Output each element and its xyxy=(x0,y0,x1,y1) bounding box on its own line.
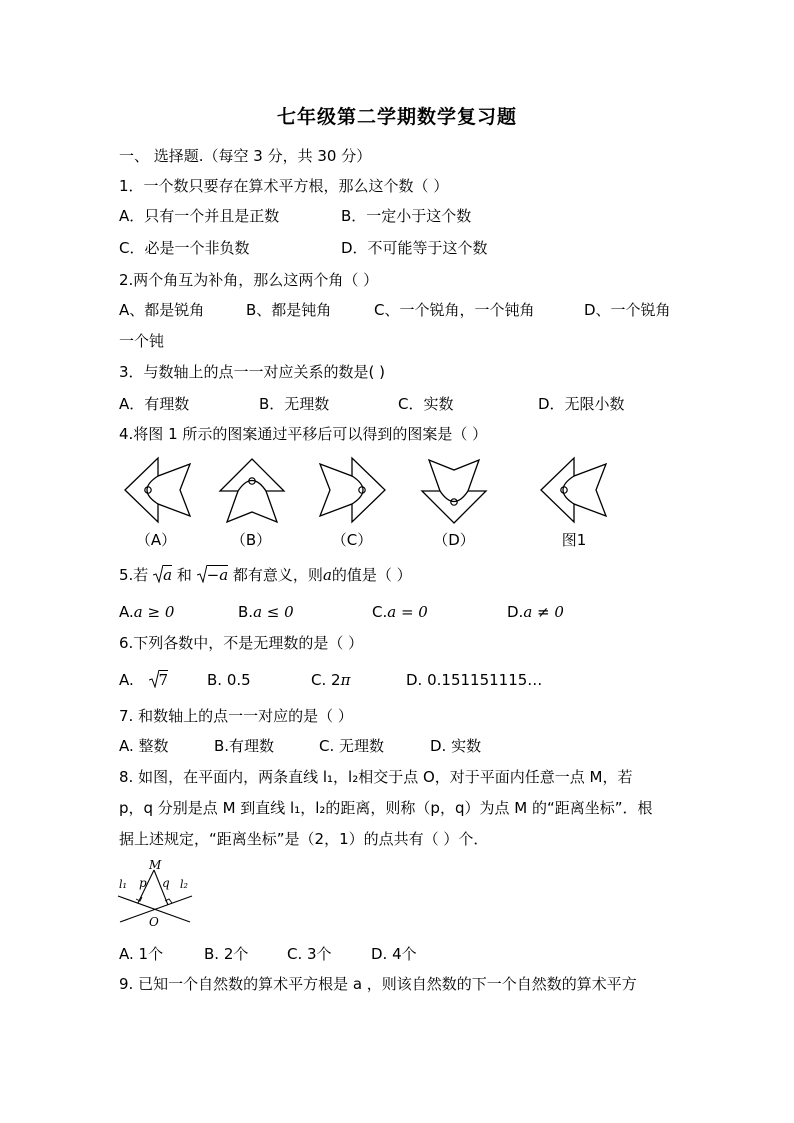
question-4-stem: 4.将图 1 所示的图案通过平移后可以得到的图案是（ ） xyxy=(119,425,488,443)
label-l1: l₁ xyxy=(119,878,127,891)
q3-option-b: B．无理数 xyxy=(259,395,330,413)
question-8-line2: p，q 分别是点 M 到直线 l₁，l₂的距离，则称（p，q）为点 M 的“距离坐标”．根 xyxy=(119,799,653,817)
q8-option-c: C. 3个 xyxy=(287,945,332,963)
q2-option-b: B、都是钝角 xyxy=(246,301,332,319)
question-9-stem: 9. 已知一个自然数的算术平方根是 a ，则该自然数的下一个自然数的算术平方 xyxy=(119,975,637,993)
sqrt-a-expression: a xyxy=(153,565,172,585)
q3-option-c: C．实数 xyxy=(398,395,454,413)
q5-var: a xyxy=(322,566,332,584)
question-8-line3: 据上述规定，“距离坐标”是（2，1）的点共有（ ）个． xyxy=(119,830,489,848)
question-7-stem: 7. 和数轴上的点一一对应的是（ ） xyxy=(119,707,353,725)
figure-a-label: （A） xyxy=(135,531,177,549)
label-o: O xyxy=(149,915,159,928)
radical-sign-icon xyxy=(149,670,159,688)
q1-option-a: A．只有一个并且是正数 xyxy=(119,207,280,225)
figure-a xyxy=(122,456,192,526)
q7-option-d: D. 实数 xyxy=(430,737,482,755)
q6-option-c: C. 2π xyxy=(311,671,351,689)
q5-option-a: A.a ≥ 0 xyxy=(119,603,175,621)
figure-b-label: （B） xyxy=(230,531,272,549)
sqrt-neg-a-expression: −a xyxy=(197,565,229,585)
q5-and: 和 xyxy=(176,566,192,584)
q8-option-d: D. 4个 xyxy=(371,945,417,963)
question-1-stem: 1．一个数只要存在算术平方根，那么这个数（ ） xyxy=(119,177,449,195)
q6-option-b: B. 0.5 xyxy=(207,671,251,689)
figure-c-label: （C） xyxy=(331,531,373,549)
q6-option-a: A. 7 xyxy=(119,671,169,689)
q2-option-c: C、一个锐角，一个钝角 xyxy=(374,301,535,319)
q6-option-d: D. 0.151151115… xyxy=(406,671,543,689)
label-l2: l₂ xyxy=(180,878,188,891)
q5-option-c: C.a = 0 xyxy=(372,603,428,621)
figure-d xyxy=(419,456,489,526)
question-8-line1: 8. 如图，在平面内，两条直线 l₁，l₂相交于点 O，对于平面内任意一点 M，若 xyxy=(119,768,633,786)
figure-1 xyxy=(538,456,608,526)
radical-sign-icon xyxy=(197,565,207,583)
distance-coordinate-figure xyxy=(110,856,200,928)
q1-option-b: B．一定小于这个数 xyxy=(341,207,472,225)
q7-option-a: A. 整数 xyxy=(119,737,169,755)
q5-suffix: 的值是（ ） xyxy=(331,566,412,584)
q5-option-d: D.a ≠ 0 xyxy=(507,603,564,621)
q1-option-c: C．必是一个非负数 xyxy=(119,239,250,257)
q2-option-a: A、都是锐角 xyxy=(119,301,205,319)
q3-option-d: D．无限小数 xyxy=(538,395,625,413)
label-q: q xyxy=(162,876,170,890)
question-5-stem xyxy=(119,565,412,585)
question-3-stem: 3．与数轴上的点一一对应关系的数是( ) xyxy=(119,363,386,381)
q5-middle: 都有意义，则 xyxy=(232,566,323,584)
section-heading: 一、 选择题.（每空 3 分，共 30 分） xyxy=(119,147,372,165)
q7-option-c: C. 无理数 xyxy=(319,737,385,755)
q7-option-b: B.有理数 xyxy=(214,737,275,755)
q8-option-b: B. 2个 xyxy=(204,945,249,963)
q2-option-d: D、一个锐角 xyxy=(584,301,671,319)
q5-prefix: 5.若 xyxy=(119,566,149,584)
figure-1-label: 图1 xyxy=(561,531,587,549)
radical-sign-icon xyxy=(153,565,163,583)
label-m: M xyxy=(149,858,162,872)
figure-d-label: （D） xyxy=(433,531,475,549)
label-p: p xyxy=(139,876,147,890)
question-6-stem: 6.下列各数中，不是无理数的是（ ） xyxy=(119,634,364,652)
question-2-continuation: 一个钝 xyxy=(119,332,165,350)
page-title: 七年级第二学期数学复习题 xyxy=(276,106,517,128)
figure-c xyxy=(318,456,388,526)
question-2-stem: 2.两个角互为补角，那么这两个角（ ） xyxy=(119,271,379,289)
q8-option-a: A. 1个 xyxy=(119,945,164,963)
figure-b xyxy=(217,456,287,526)
q1-option-d: D．不可能等于这个数 xyxy=(341,239,488,257)
q5-option-b: B.a ≤ 0 xyxy=(238,603,294,621)
q3-option-a: A．有理数 xyxy=(119,395,190,413)
